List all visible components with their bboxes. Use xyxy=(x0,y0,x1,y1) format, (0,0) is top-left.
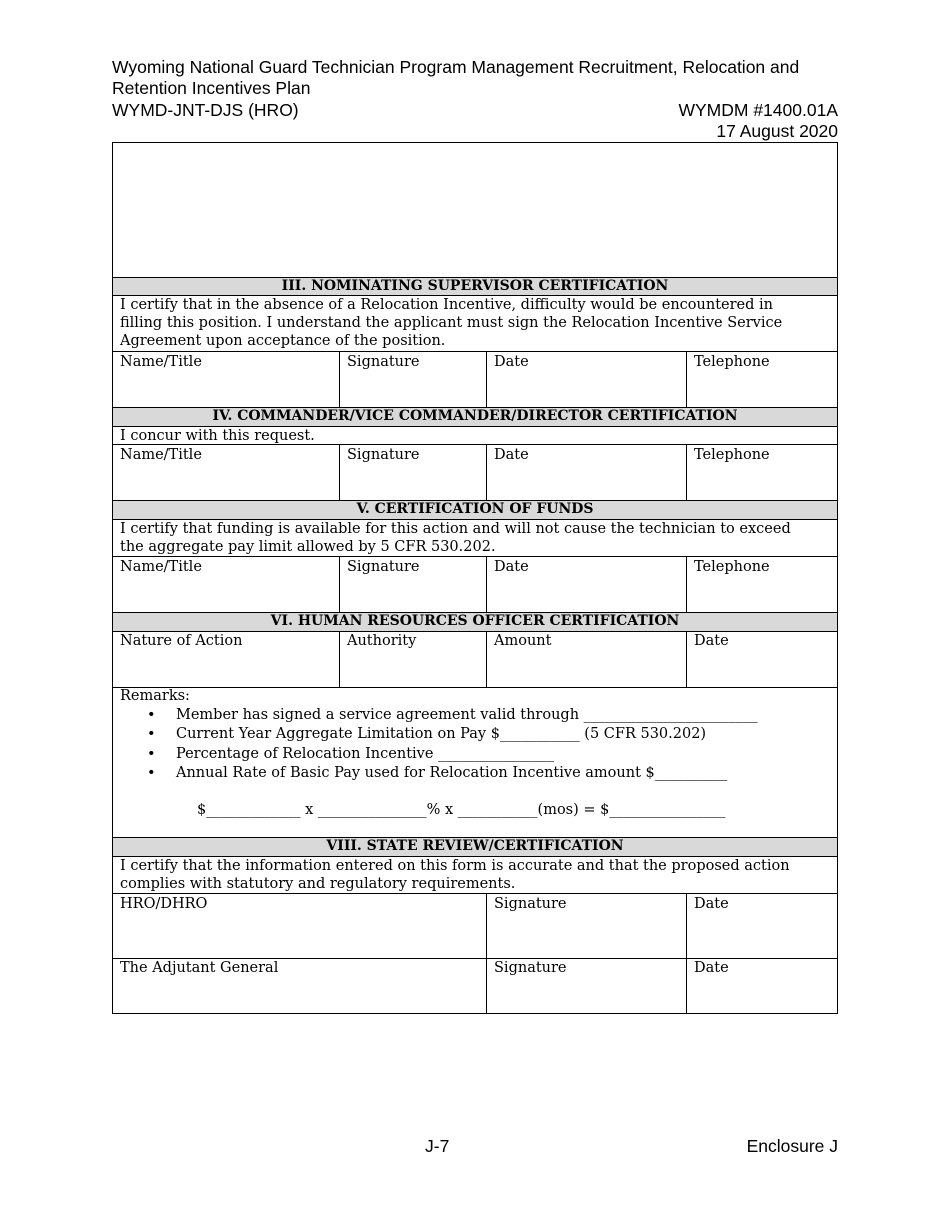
section-iii-heading: III. NOMINATING SUPERVISOR CERTIFICATION xyxy=(113,278,837,296)
s3-date-field[interactable]: Date xyxy=(494,354,529,370)
divider xyxy=(113,893,837,894)
cell-divider xyxy=(339,631,340,687)
statement-line: Agreement upon acceptance of the position. xyxy=(120,333,446,349)
document-title: Wyoming National Guard Technician Program Management Recruitment, Relocation and Retention Incentives Plan xyxy=(112,57,800,98)
s8-adjutant-general-field[interactable]: The Adjutant General xyxy=(120,960,279,976)
s5-signature-field[interactable]: Signature xyxy=(347,559,420,575)
statement-line: filling this position. I understand the applicant must sign the Relocation Incentive Service xyxy=(120,315,783,331)
s8-hro-dhro-field[interactable]: HRO/DHRO xyxy=(120,896,208,912)
s3-telephone-field[interactable]: Telephone xyxy=(694,354,770,370)
s5-telephone-field[interactable]: Telephone xyxy=(694,559,770,575)
statement-line: complies with statutory and regulatory requirements. xyxy=(120,876,516,892)
s3-name-title-field[interactable]: Name/Title xyxy=(120,354,202,370)
cell-divider xyxy=(686,444,687,500)
cell-divider xyxy=(486,631,487,687)
cell-divider xyxy=(486,556,487,612)
s8-tag-date-field[interactable]: Date xyxy=(694,960,729,976)
s3-signature-field[interactable]: Signature xyxy=(347,354,420,370)
divider xyxy=(113,687,837,688)
remarks-item-percentage[interactable]: • Percentage of Relocation Incentive ________________ xyxy=(147,745,758,764)
incentive-calculation-line[interactable]: $_____________ x _______________% x ___________(mos) = $________________ xyxy=(197,802,726,818)
divider xyxy=(113,556,837,557)
remarks-list xyxy=(147,706,758,783)
cell-divider xyxy=(486,351,487,407)
office-code: WYMD-JNT-DJS (HRO) xyxy=(112,100,299,120)
section-v-heading: V. CERTIFICATION OF FUNDS xyxy=(113,501,837,519)
s4-name-title-field[interactable]: Name/Title xyxy=(120,447,202,463)
section-iv-heading: IV. COMMANDER/VICE COMMANDER/DIRECTOR CERTIFICATION xyxy=(113,408,837,426)
s8-tag-signature-field[interactable]: Signature xyxy=(494,960,567,976)
cell-divider xyxy=(686,556,687,612)
cell-divider xyxy=(339,556,340,612)
enclosure-label: Enclosure J xyxy=(746,1136,838,1156)
s6-date-field[interactable]: Date xyxy=(694,633,729,649)
s6-amount-field[interactable]: Amount xyxy=(494,633,552,649)
section-viii-statement xyxy=(120,857,817,893)
section-v-statement xyxy=(120,520,817,556)
page-number: J-7 xyxy=(425,1136,450,1156)
statement-line: I certify that the information entered on this form is accurate and that the proposed action xyxy=(120,858,790,874)
cell-divider xyxy=(686,351,687,407)
doc-date: 17 August 2020 xyxy=(716,121,838,141)
cell-divider xyxy=(339,351,340,407)
cell-divider xyxy=(686,631,687,687)
remarks-item-annual-rate[interactable]: • Annual Rate of Basic Pay used for Relocation Incentive amount $__________ xyxy=(147,764,758,783)
s8-hro-signature-field[interactable]: Signature xyxy=(494,896,567,912)
s6-authority-field[interactable]: Authority xyxy=(347,633,417,649)
section-viii-heading: VIII. STATE REVIEW/CERTIFICATION xyxy=(113,838,837,856)
s4-telephone-field[interactable]: Telephone xyxy=(694,447,770,463)
section-vi-heading: VI. HUMAN RESOURCES OFFICER CERTIFICATION xyxy=(113,613,837,631)
s5-date-field[interactable]: Date xyxy=(494,559,529,575)
section-iii-statement xyxy=(120,296,817,350)
section-iv-statement: I concur with this request. xyxy=(120,428,315,444)
divider xyxy=(113,444,837,445)
doc-number: WYMDM #1400.01A xyxy=(678,100,838,120)
s8-hro-date-field[interactable]: Date xyxy=(694,896,729,912)
statement-line: the aggregate pay limit allowed by 5 CFR 530.202. xyxy=(120,539,496,555)
statement-line: I certify that in the absence of a Relocation Incentive, difficulty would be encountered in xyxy=(120,297,773,313)
s4-date-field[interactable]: Date xyxy=(494,447,529,463)
certification-form xyxy=(112,142,838,1014)
s6-nature-of-action-field[interactable]: Nature of Action xyxy=(120,633,243,649)
form-top-blank-area xyxy=(113,143,837,277)
doc-number-block xyxy=(678,100,838,142)
remarks-label: Remarks: xyxy=(120,688,190,704)
remarks-item-service-agreement[interactable]: • Member has signed a service agreement valid through ________________________ xyxy=(147,706,758,725)
s4-signature-field[interactable]: Signature xyxy=(347,447,420,463)
s5-name-title-field[interactable]: Name/Title xyxy=(120,559,202,575)
cell-divider xyxy=(339,444,340,500)
remarks-item-aggregate-limitation[interactable]: • Current Year Aggregate Limitation on Pay $___________ (5 CFR 530.202) xyxy=(147,725,758,744)
cell-divider xyxy=(486,893,487,1014)
statement-line: I certify that funding is available for this action and will not cause the technician to exceed xyxy=(120,521,791,537)
divider xyxy=(113,351,837,352)
cell-divider xyxy=(686,893,687,1014)
cell-divider xyxy=(486,444,487,500)
